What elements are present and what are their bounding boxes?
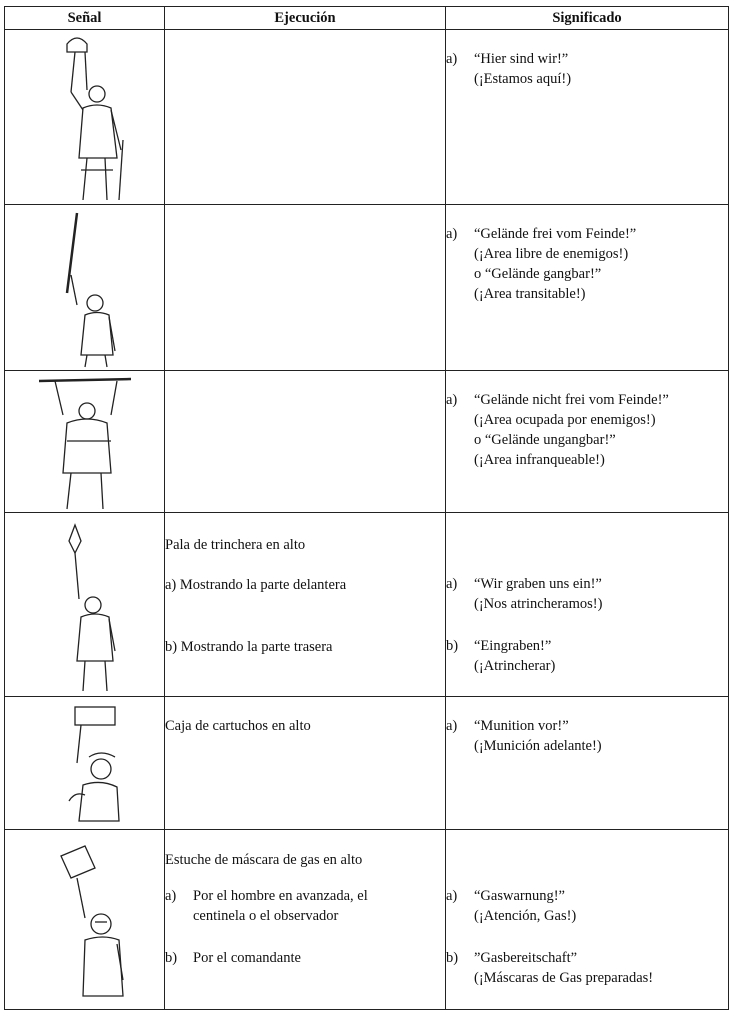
- soldier-raising-ammo-box-icon: [5, 697, 165, 830]
- significado-cell: [446, 371, 729, 513]
- table-row: [5, 697, 729, 830]
- meaning-item: a) “Hier sind wir!” (¡Estamos aquí!): [446, 51, 572, 87]
- signals-table: [4, 6, 729, 1010]
- ejecucion-cell: [165, 830, 446, 1010]
- meaning-item: b) ”Gasbereitschaft” (¡Máscaras de Gas preparadas!: [446, 950, 654, 986]
- ejecucion-cell: [165, 697, 446, 830]
- soldier-raising-gas-mask-case-icon: [5, 830, 165, 1010]
- meaning-item: b) “Eingraben!” (¡Atrincherar): [446, 638, 556, 674]
- table-row: [5, 371, 729, 513]
- ejecucion-cell: [165, 513, 446, 697]
- significado-cell: [446, 830, 729, 1010]
- meaning-item: a) “Wir graben uns ein!” (¡Nos atrincheramos!): [446, 576, 603, 612]
- table-row: [5, 830, 729, 1010]
- significado-cell: [446, 205, 729, 371]
- soldier-raising-rifle-icon: [5, 205, 165, 371]
- soldier-raising-shovel-icon: [5, 513, 165, 697]
- signal-cell: [5, 513, 165, 697]
- signal-cell: [5, 697, 165, 830]
- execution-item: b) Mostrando la parte trasera: [165, 639, 333, 655]
- signal-cell: [5, 830, 165, 1010]
- signal-cell: [5, 371, 165, 513]
- signal-cell: [5, 205, 165, 371]
- meaning-item: a) “Munition vor!” (¡Munición adelante!): [446, 718, 602, 754]
- header-row: [5, 7, 729, 30]
- significado-cell: [446, 697, 729, 830]
- ejecucion-cell: [165, 30, 446, 205]
- soldier-raising-helmet-icon: [5, 30, 165, 205]
- table-row: [5, 513, 729, 697]
- execution-title: Estuche de máscara de gas en alto: [165, 852, 363, 868]
- meaning-item: a) “Gelände frei vom Feinde!” (¡Area libre de enemigos!) o “Gelände gangbar!” (¡Area transitable!): [446, 226, 637, 302]
- header-ejecucion: Ejecución: [165, 7, 446, 30]
- meaning-item: a) “Gelände nicht frei vom Feinde!” (¡Area ocupada por enemigos!) o “Gelände ungangbar!” (¡Area infranqueable!): [446, 392, 669, 468]
- significado-cell: [446, 30, 729, 205]
- execution-title: Pala de trinchera en alto: [165, 537, 306, 553]
- execution-item: b) Por el comandante: [165, 950, 301, 966]
- ejecucion-cell: [165, 371, 446, 513]
- ejecucion-cell: [165, 205, 446, 371]
- header-significado: Significado: [446, 7, 729, 30]
- execution-item: a) Mostrando la parte delantera: [165, 577, 347, 593]
- header-senal: Señal: [5, 7, 165, 30]
- execution-title: Caja de cartuchos en alto: [165, 718, 311, 734]
- soldier-rifle-overhead-icon: [5, 371, 165, 513]
- meaning-item: a) “Gaswarnung!” (¡Atención, Gas!): [446, 888, 577, 924]
- execution-item: a) Por el hombre en avanzada, el centinela o el observador: [165, 888, 368, 924]
- significado-cell: [446, 513, 729, 697]
- table-row: [5, 30, 729, 205]
- signal-cell: [5, 30, 165, 205]
- table-row: [5, 205, 729, 371]
